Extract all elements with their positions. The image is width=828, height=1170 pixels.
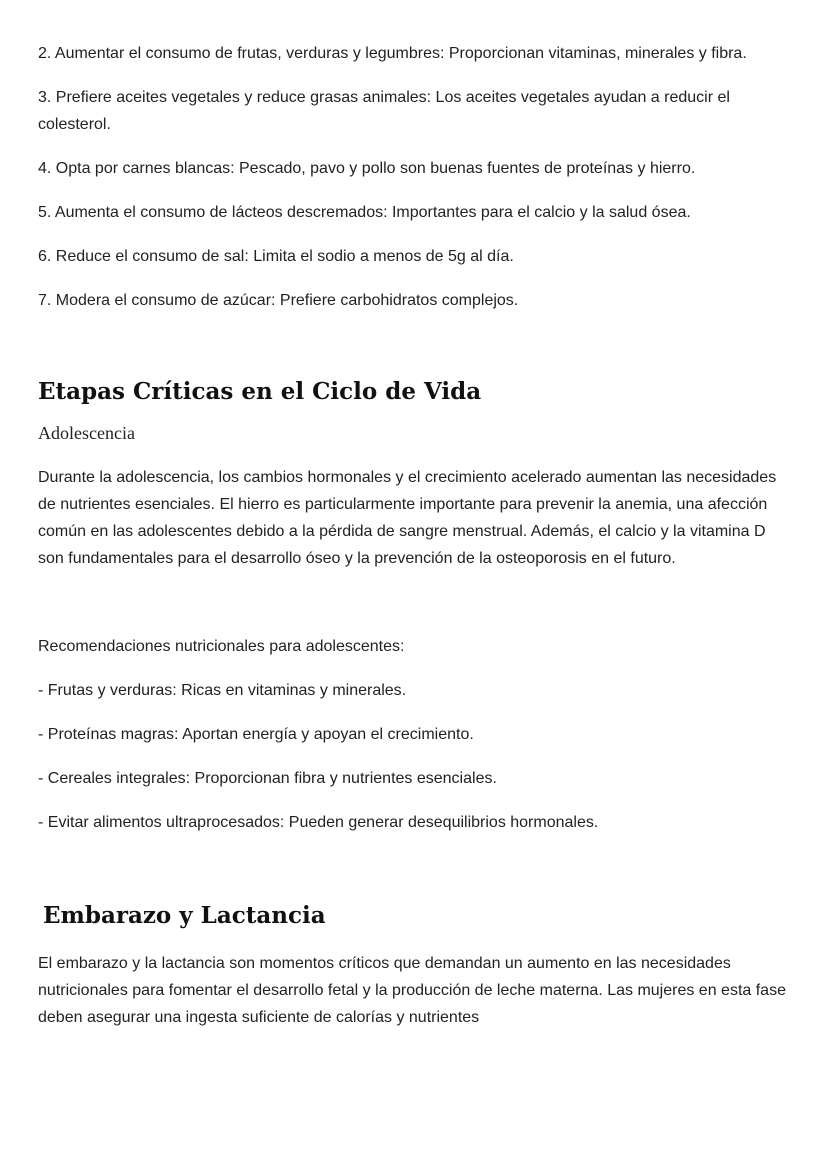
recommendation-item: - Proteínas magras: Aportan energía y apoyan el crecimiento.: [38, 726, 474, 743]
tip-item: 7. Modera el consumo de azúcar: Prefiere carbohidratos complejos.: [38, 292, 519, 309]
tip-item: 4. Opta por carnes blancas: Pescado, pavo y pollo son buenas fuentes de proteínas y hierro.: [38, 160, 696, 177]
embarazo-paragraph: El embarazo y la lactancia son momentos críticos que demandan un aumento en las necesidades nutricionales para fomentar el desarrollo fetal y la producción de leche materna. Las mujeres en esta fase deben asegurar una ingesta suficiente de calorías y nutrientes: [38, 955, 786, 1026]
subheading-adolescencia: Adolescencia: [38, 423, 135, 443]
document-body: [38, 40, 790, 1031]
section-heading-embarazo: Embarazo y Lactancia: [43, 902, 326, 929]
tip-item: 6. Reduce el consumo de sal: Limita el sodio a menos de 5g al día.: [38, 248, 514, 265]
recommendation-item: - Frutas y verduras: Ricas en vitaminas y minerales.: [38, 682, 407, 699]
tip-item: 5. Aumenta el consumo de lácteos descremados: Importantes para el calcio y la salud ósea.: [38, 204, 691, 221]
adolescencia-paragraph: Durante la adolescencia, los cambios hormonales y el crecimiento acelerado aumentan las necesidades de nutrientes esenciales. El hierro es particularmente importante para prevenir la anemia, una afección común en las adolescentes debido a la pérdida de sangre menstrual. Además, el calcio y la vitamina D son fundamentales para el desarrollo óseo y la prevención de la osteoporosis en el futuro.: [38, 469, 777, 567]
section-heading-etapas: Etapas Críticas en el Ciclo de Vida: [38, 378, 482, 405]
tip-item: 3. Prefiere aceites vegetales y reduce grasas animales: Los aceites vegetales ayudan a reducir el colesterol.: [38, 89, 730, 133]
recommendations-intro: Recomendaciones nutricionales para adolescentes:: [38, 638, 405, 655]
recommendation-item: - Cereales integrales: Proporcionan fibra y nutrientes esenciales.: [38, 770, 497, 787]
recommendation-item: - Evitar alimentos ultraprocesados: Pueden generar desequilibrios hormonales.: [38, 814, 599, 831]
tip-item: 2. Aumentar el consumo de frutas, verduras y legumbres: Proporcionan vitaminas, minerales y fibra.: [38, 45, 747, 62]
